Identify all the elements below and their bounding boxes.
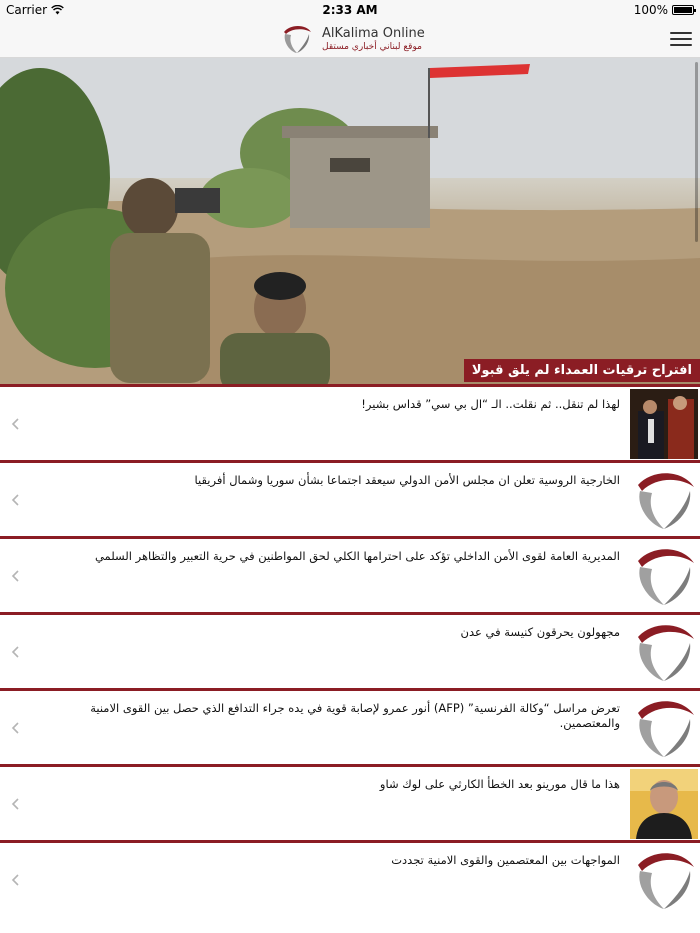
article-thumbnail xyxy=(630,541,698,611)
article-row[interactable] xyxy=(0,612,700,688)
chevron-left-icon xyxy=(10,645,22,659)
article-row[interactable] xyxy=(0,840,700,916)
menu-bar-bot xyxy=(670,44,692,46)
alkalima-logo-icon xyxy=(630,845,698,915)
article-title: لهذا لم تنقل.. ثم نقلت.. الـ “ال بي سي” قداس بشير! xyxy=(361,397,620,411)
chevron-left-icon xyxy=(10,721,22,735)
carrier-label: Carrier xyxy=(6,3,48,17)
article-thumbnail xyxy=(630,693,698,763)
menu-bar-mid xyxy=(670,38,692,40)
article-list xyxy=(0,384,700,916)
article-row[interactable] xyxy=(0,384,700,460)
site-logo[interactable] xyxy=(280,22,430,56)
chevron-left-icon xyxy=(10,493,22,507)
battery-group xyxy=(634,3,694,17)
article-title: مجهولون يحرقون كنيسة في عدن xyxy=(460,625,620,639)
chevron-left-icon xyxy=(10,873,22,887)
article-thumbnail xyxy=(630,769,698,839)
article-row[interactable] xyxy=(0,460,700,536)
battery-label: 100% xyxy=(633,3,668,17)
article-title: المديرية العامة لقوى الأمن الداخلي تؤكد على احترامها الكلي لحق المواطنين في حرية التعبير والتظاهر السلمي xyxy=(94,549,620,563)
article-title: هذا ما قال مورينو بعد الخطأ الكارثي على لوك شاو xyxy=(379,777,620,791)
chevron-left-icon xyxy=(10,569,22,583)
alkalima-logo-icon xyxy=(630,541,698,611)
photo-thumbnail-icon xyxy=(630,389,698,459)
battery-icon xyxy=(672,5,694,15)
portrait-thumbnail-icon xyxy=(630,769,698,839)
article-row[interactable] xyxy=(0,688,700,764)
article-title: المواجهات بين المعتصمين والقوى الامنية تجددت xyxy=(391,853,620,867)
article-thumbnail xyxy=(630,389,698,459)
alkalima-logo-icon xyxy=(630,617,698,687)
article-title: تعرض مراسل “وكالة الفرنسية” (AFP) أنور عمرو لإصابة قوية في يده جراء التدافع الذي حصل بين القوى الامنية والمعتصمين. xyxy=(90,701,620,730)
status-bar xyxy=(0,0,700,20)
article-row[interactable] xyxy=(0,536,700,612)
alkalima-logo-icon xyxy=(630,465,698,535)
hero-article[interactable] xyxy=(0,58,700,384)
alkalima-logo-icon xyxy=(280,22,314,56)
status-time: 2:33 AM xyxy=(322,3,378,17)
logo-subtitle: موقع لبناني أخباري مستقل xyxy=(322,42,422,52)
hero-photo xyxy=(0,58,700,384)
menu-button[interactable] xyxy=(670,28,692,50)
hero-caption: افتراح ترقيات العمداء لم يلق قبولا xyxy=(464,359,700,382)
article-thumbnail xyxy=(630,465,698,535)
logo-title: AlKalima Online xyxy=(322,26,425,41)
article-title: الخارجية الروسية تعلن ان مجلس الأمن الدولي سيعقد اجتماعا بشأن سوريا وشمال أفريقيا xyxy=(194,473,620,487)
hero-scroll-indicator xyxy=(695,62,698,242)
article-thumbnail xyxy=(630,845,698,915)
alkalima-logo-icon xyxy=(630,693,698,763)
chevron-left-icon xyxy=(10,417,22,431)
article-thumbnail xyxy=(630,617,698,687)
article-row[interactable] xyxy=(0,764,700,840)
chevron-left-icon xyxy=(10,797,22,811)
nav-bar xyxy=(0,20,700,58)
menu-bar-top xyxy=(670,32,692,34)
